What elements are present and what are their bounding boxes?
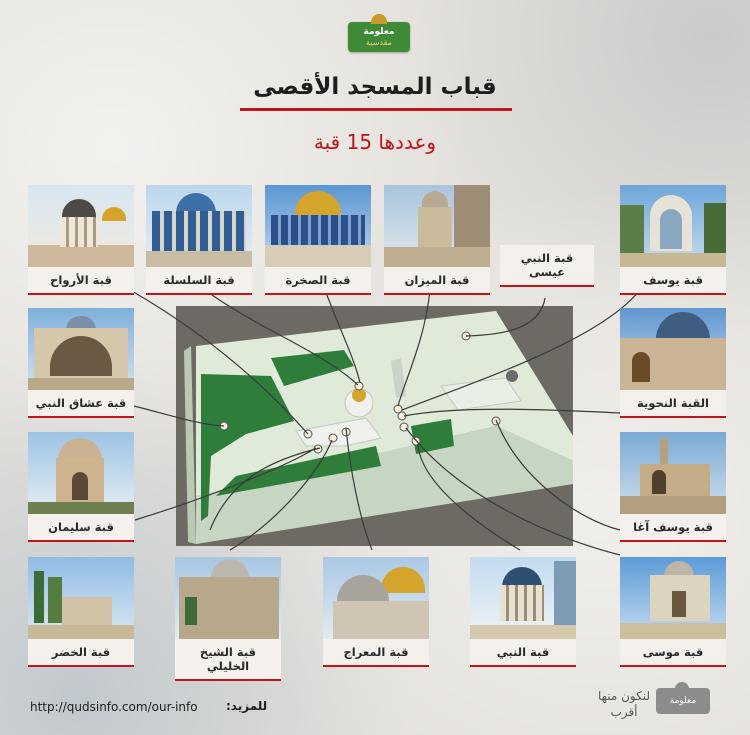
dome-photo xyxy=(323,557,429,639)
dome-label: قبة الميزان xyxy=(384,267,490,295)
dome-label: قبة الشيخ الخليلي xyxy=(175,639,281,681)
dome-card-khidr xyxy=(28,557,134,667)
dome-photo xyxy=(28,308,134,390)
dome-photo xyxy=(620,432,726,514)
dome-card-miraj xyxy=(323,557,429,667)
dome-card-sakhra xyxy=(265,185,371,295)
dome-label: قبة الصخرة xyxy=(265,267,371,295)
brand-logo: معلومة مقدسية xyxy=(348,22,410,52)
page-title: قباب المسجد الأقصى xyxy=(253,74,497,100)
dome-photo xyxy=(28,557,134,639)
dome-card-yusuf-agha xyxy=(620,432,726,542)
title-underline xyxy=(240,108,512,111)
tagline: لنكون منها أقرب xyxy=(598,689,650,719)
dome-photo xyxy=(620,185,726,267)
footer-logo: معلومة xyxy=(656,688,710,714)
dome-card-yusuf xyxy=(620,185,726,295)
dome-photo xyxy=(146,185,252,267)
dome-card-nabi xyxy=(470,557,576,667)
dome-photo xyxy=(175,557,281,639)
dome-label: قبة يوسف xyxy=(620,267,726,295)
aqsa-compound-map xyxy=(176,306,573,546)
dome-label: قبة النبي xyxy=(470,639,576,667)
page-subtitle: وعددها 15 قبة xyxy=(313,130,437,154)
dome-card-ushaq xyxy=(28,308,134,418)
dome-card-suleiman xyxy=(28,432,134,542)
more-info-label: للمزيد: xyxy=(226,699,268,713)
dome-card-silsila xyxy=(146,185,252,295)
website-link[interactable]: http://qudsinfo.com/our-info xyxy=(30,700,198,714)
dome-card-khalili xyxy=(175,557,281,681)
dome-label: قبة المعراج xyxy=(323,639,429,667)
dome-card-musa xyxy=(620,557,726,667)
dome-label: قبة موسى xyxy=(620,639,726,667)
dome-photo xyxy=(28,432,134,514)
dome-photo xyxy=(265,185,371,267)
dome-label: قبة سليمان xyxy=(28,514,134,542)
dome-photo xyxy=(620,308,726,390)
dome-card-nahawiya xyxy=(620,308,726,418)
dome-photo xyxy=(384,185,490,267)
dome-label: القبة النحوية xyxy=(620,390,726,418)
dome-label: قبة السلسلة xyxy=(146,267,252,295)
dome-card-mizan xyxy=(384,185,490,295)
dome-label: قبة الأرواح xyxy=(28,267,134,295)
dome-photo xyxy=(620,557,726,639)
dome-photo xyxy=(28,185,134,267)
dome-photo xyxy=(470,557,576,639)
dome-card-nabi-issa xyxy=(500,245,594,287)
dome-label: قبة يوسف آغا xyxy=(620,514,726,542)
dome-label: قبة الخضر xyxy=(28,639,134,667)
dome-label: قبة عشاق النبي xyxy=(28,390,134,418)
dome-card-arwah xyxy=(28,185,134,295)
dome-label: قبة النبي عيسى xyxy=(500,245,594,287)
